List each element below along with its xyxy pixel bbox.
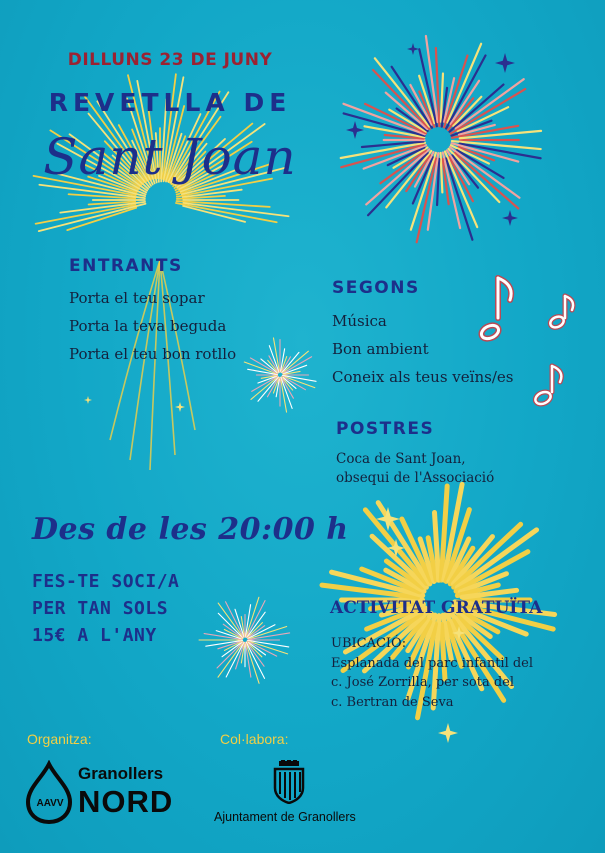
postres-line: Coca de Sant Joan, xyxy=(336,451,466,467)
organitza-label: Organitza: xyxy=(27,731,92,747)
membership-offer xyxy=(32,568,179,649)
location-line: c. Bertran de Seva xyxy=(331,694,454,710)
location-line: Esplanada del parc infantil del xyxy=(331,655,534,671)
list-item: Bon ambient xyxy=(332,340,429,358)
entrants-heading: ENTRANTS xyxy=(69,256,183,276)
postres-line: obsequi de l'Associació xyxy=(336,470,495,486)
list-item: Porta el teu bon rotllo xyxy=(69,345,237,363)
segons-heading: SEGONS xyxy=(332,278,420,298)
title-top: REVETLLA DE xyxy=(48,88,292,117)
city-shield-icon xyxy=(272,760,306,804)
location-label: UBICACIÓ: xyxy=(331,636,407,651)
music-note-icon xyxy=(533,366,561,406)
membership-line: 15€ A L'ANY xyxy=(32,625,157,646)
entrants-list xyxy=(69,284,236,368)
firework-icon xyxy=(199,597,290,683)
title-main: Sant Joan xyxy=(43,128,297,186)
list-item: Porta la teva beguda xyxy=(69,317,227,335)
segons-list xyxy=(332,307,513,391)
logo-line1: Granollers xyxy=(78,764,164,783)
logo-line2: NORD xyxy=(78,784,174,819)
firework-icon xyxy=(341,36,541,242)
event-date: DILLUNS 23 DE JUNY xyxy=(67,50,273,70)
location-line: c. José Zorrilla, per sota del xyxy=(331,675,514,690)
list-item: Porta el teu sopar xyxy=(69,289,205,307)
list-item: Coneix als teus veïns/es xyxy=(332,368,514,386)
membership-line: PER TAN SOLS xyxy=(32,598,169,619)
postres-heading: POSTRES xyxy=(336,419,435,439)
free-activity-label: ACTIVITAT GRATUÏTA xyxy=(330,598,543,618)
logo-badge: AAVV xyxy=(36,798,64,809)
start-time: Des de les 20:00 h xyxy=(32,512,349,547)
collabora-label: Col·labora: xyxy=(220,731,289,747)
water-drop-icon xyxy=(22,760,76,826)
location-block xyxy=(331,634,533,712)
firework-icon xyxy=(244,338,316,412)
membership-line: FES-TE SOCI/A xyxy=(32,571,180,592)
organizer-logo xyxy=(22,760,182,830)
list-item: Música xyxy=(332,312,387,330)
music-note-icon xyxy=(549,296,574,329)
collaborator-name: Ajuntament de Granollers xyxy=(214,810,356,824)
postres-text xyxy=(336,450,494,488)
